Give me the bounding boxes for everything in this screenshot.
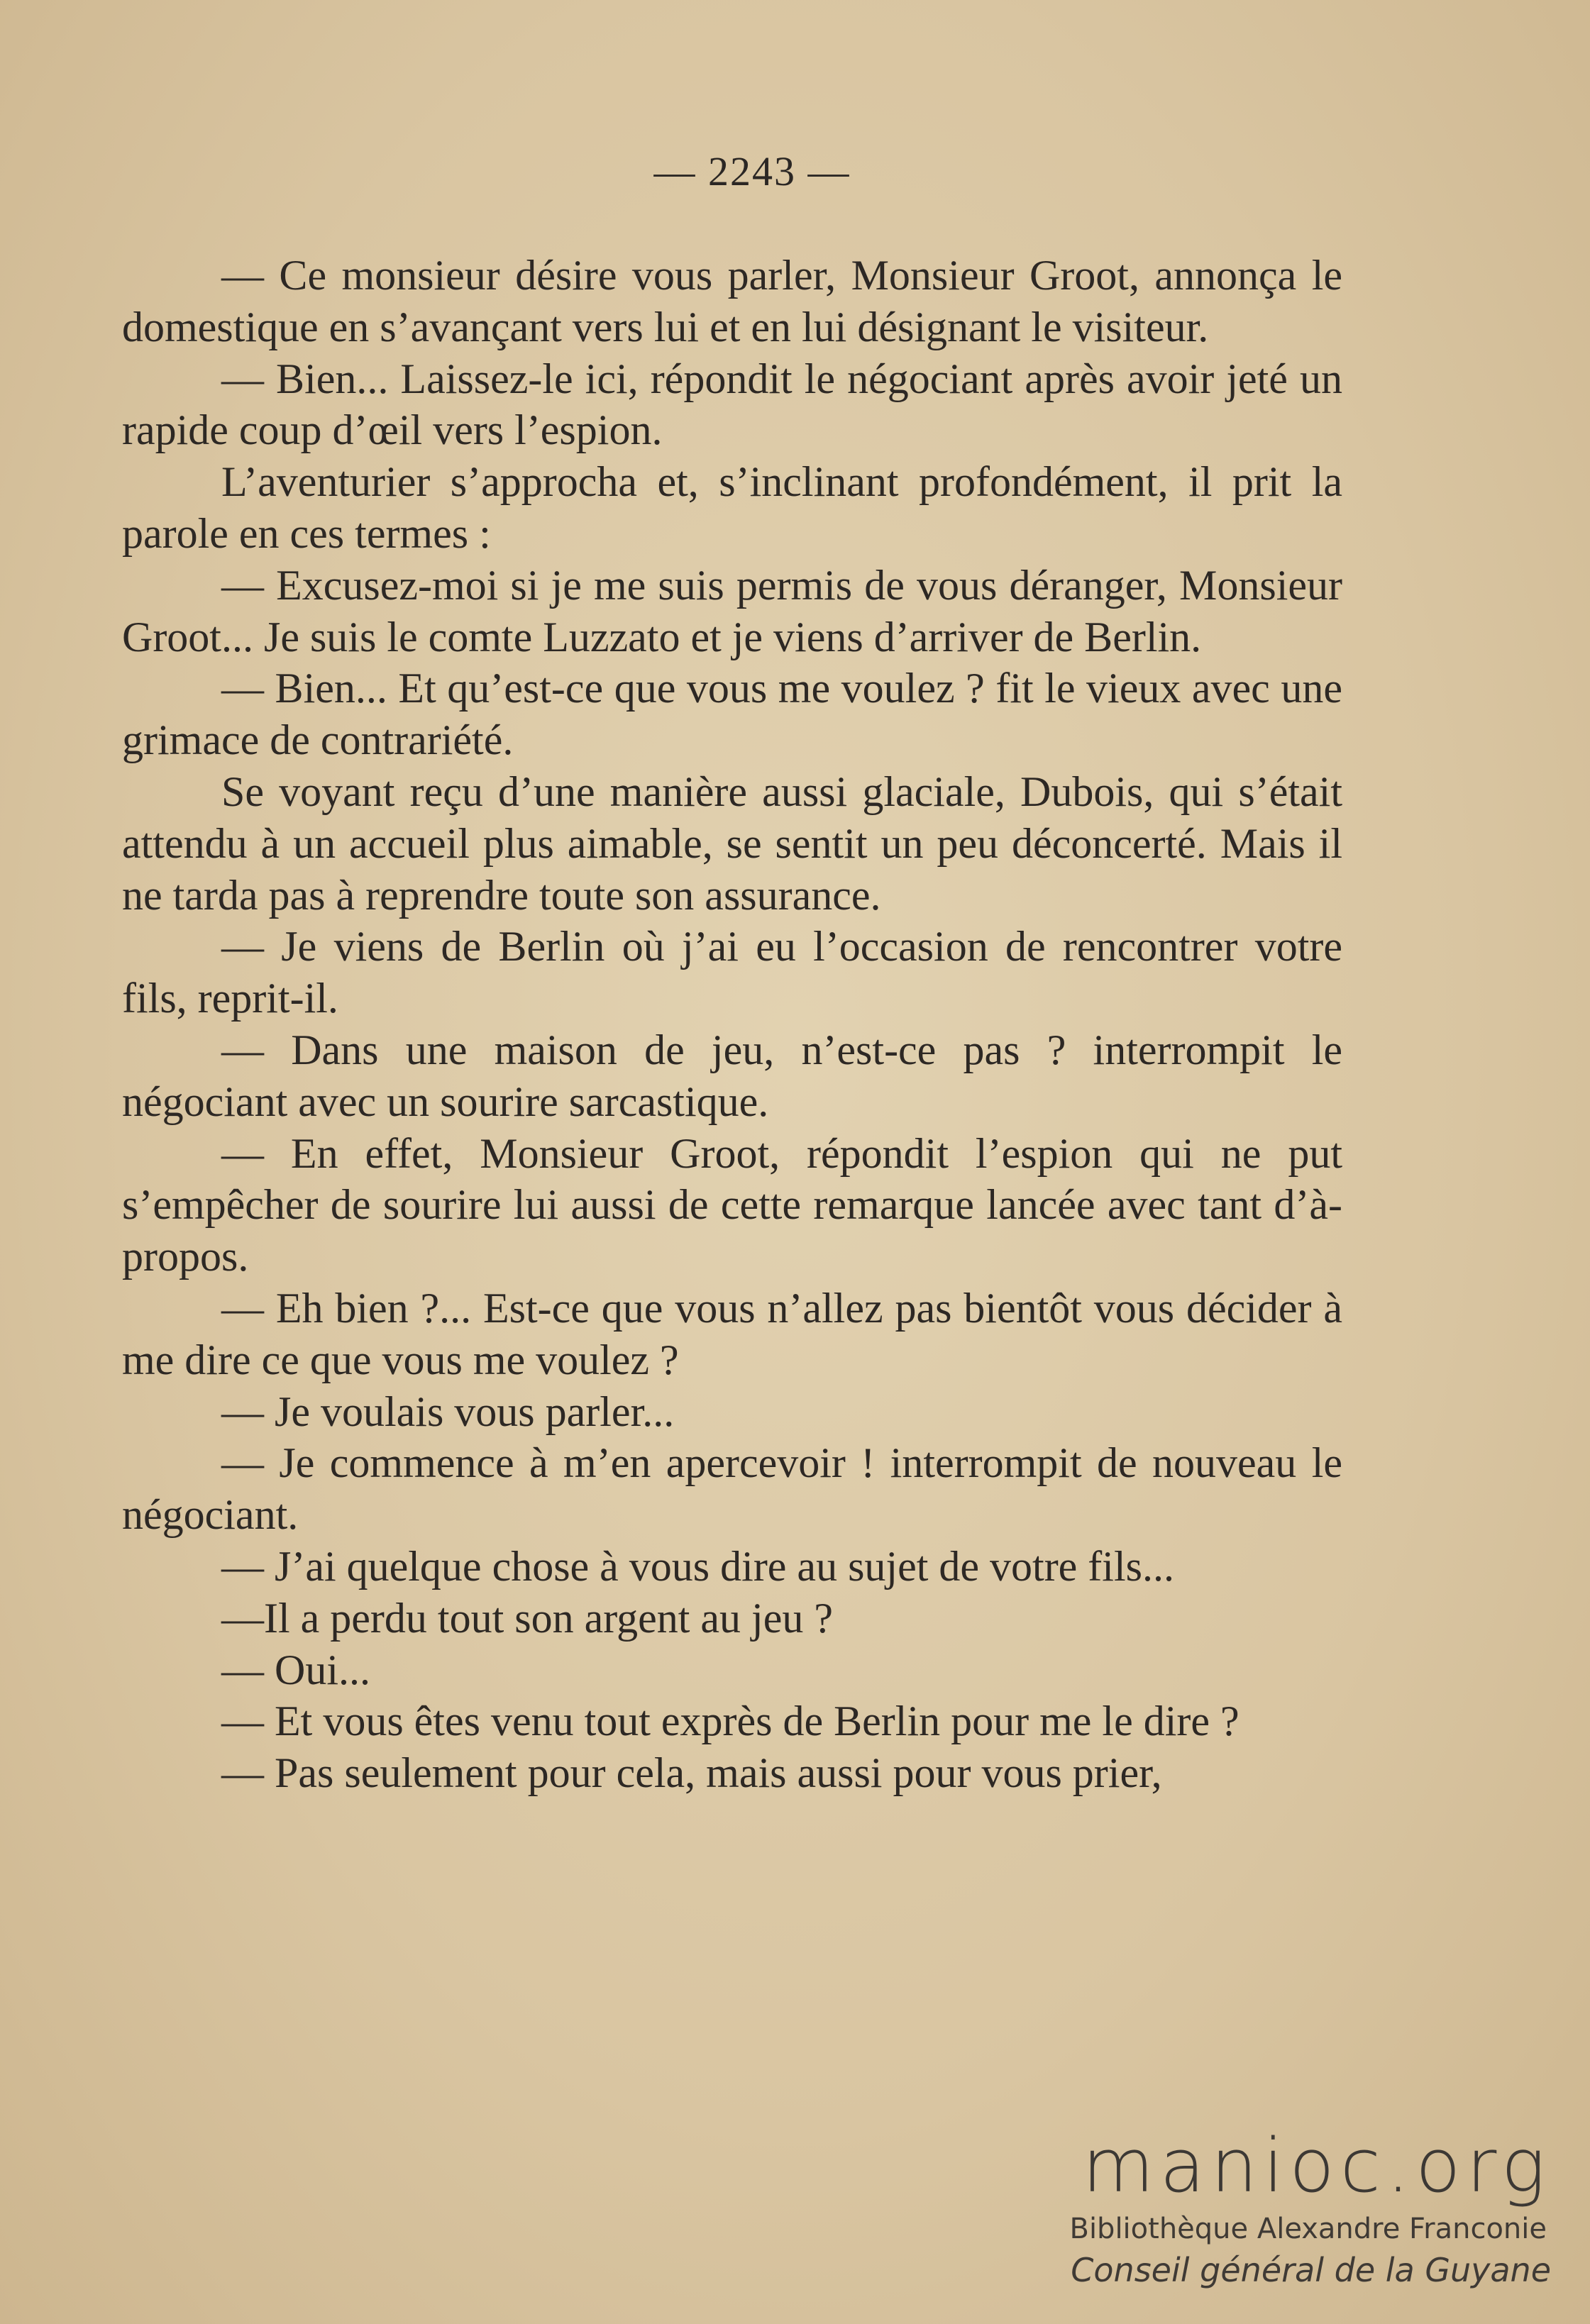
paragraph: L’aventurier s’approcha et, s’inclinant profondément, il prit la parole en ces termes : bbox=[122, 458, 1342, 557]
paragraph: — Je voulais vous parler... bbox=[221, 1388, 675, 1435]
paragraph: — Dans une maison de jeu, n’est-ce pas ? interrompit le négociant avec un sourire sarcastique. bbox=[122, 1026, 1342, 1125]
paragraph: — Je commence à m’en apercevoir ! interrompit de nouveau le négociant. bbox=[122, 1439, 1342, 1539]
paragraph: — Excusez-moi si je me suis permis de vous déranger, Monsieur Groot... Je suis le comte Luzzato et je viens d’arriver de Berlin. bbox=[122, 561, 1342, 660]
watermark-council: Conseil général de la Guyane bbox=[1071, 2251, 1551, 2289]
watermark-library: Bibliothèque Alexandre Franconie bbox=[1069, 2213, 1547, 2245]
body-text bbox=[122, 250, 1342, 1799]
paragraph: — Bien... Et qu’est-ce que vous me voulez ? fit le vieux avec une grimace de contrariété. bbox=[122, 665, 1342, 764]
paragraph: — Pas seulement pour cela, mais aussi pour vous prier, bbox=[221, 1749, 1162, 1797]
paragraph: — Bien... Laissez-le ici, répondit le négociant après avoir jeté un rapide coup d’œil vers l’espion. bbox=[122, 355, 1342, 454]
paragraph: — Et vous êtes venu tout exprès de Berlin pour me le dire ? bbox=[221, 1698, 1240, 1745]
paragraph: —Il a perdu tout son argent au jeu ? bbox=[221, 1594, 833, 1642]
paragraph: — Ce monsieur désire vous parler, Monsieur Groot, annonça le domestique en s’avançant vers lui et en lui désignant le visiteur. bbox=[122, 252, 1342, 350]
page-number: — 2243 — bbox=[653, 148, 851, 194]
paragraph: — En effet, Monsieur Groot, répondit l’espion qui ne put s’empêcher de sourire lui aussi de cette remarque lancée avec tant d’à-propos. bbox=[122, 1129, 1342, 1280]
paragraph: — Je viens de Berlin où j’ai eu l’occasion de rencontrer votre fils, reprit-il. bbox=[122, 923, 1342, 1022]
paragraph: Se voyant reçu d’une manière aussi glaciale, Dubois, qui s’était attendu à un accueil plus aimable, se sentit un peu déconcerté. Mais il ne tarda pas à reprendre toute son assurance. bbox=[122, 768, 1342, 919]
paragraph: — J’ai quelque chose à vous dire au sujet de votre fils... bbox=[221, 1542, 1174, 1590]
manioc-logo: manioc.org bbox=[1082, 2123, 1551, 2209]
manioc-watermark bbox=[1050, 2123, 1561, 2291]
paragraph: — Eh bien ?... Est-ce que vous n’allez pas bientôt vous décider à me dire ce que vous me voulez ? bbox=[122, 1284, 1342, 1383]
paragraph: — Oui... bbox=[221, 1646, 370, 1693]
